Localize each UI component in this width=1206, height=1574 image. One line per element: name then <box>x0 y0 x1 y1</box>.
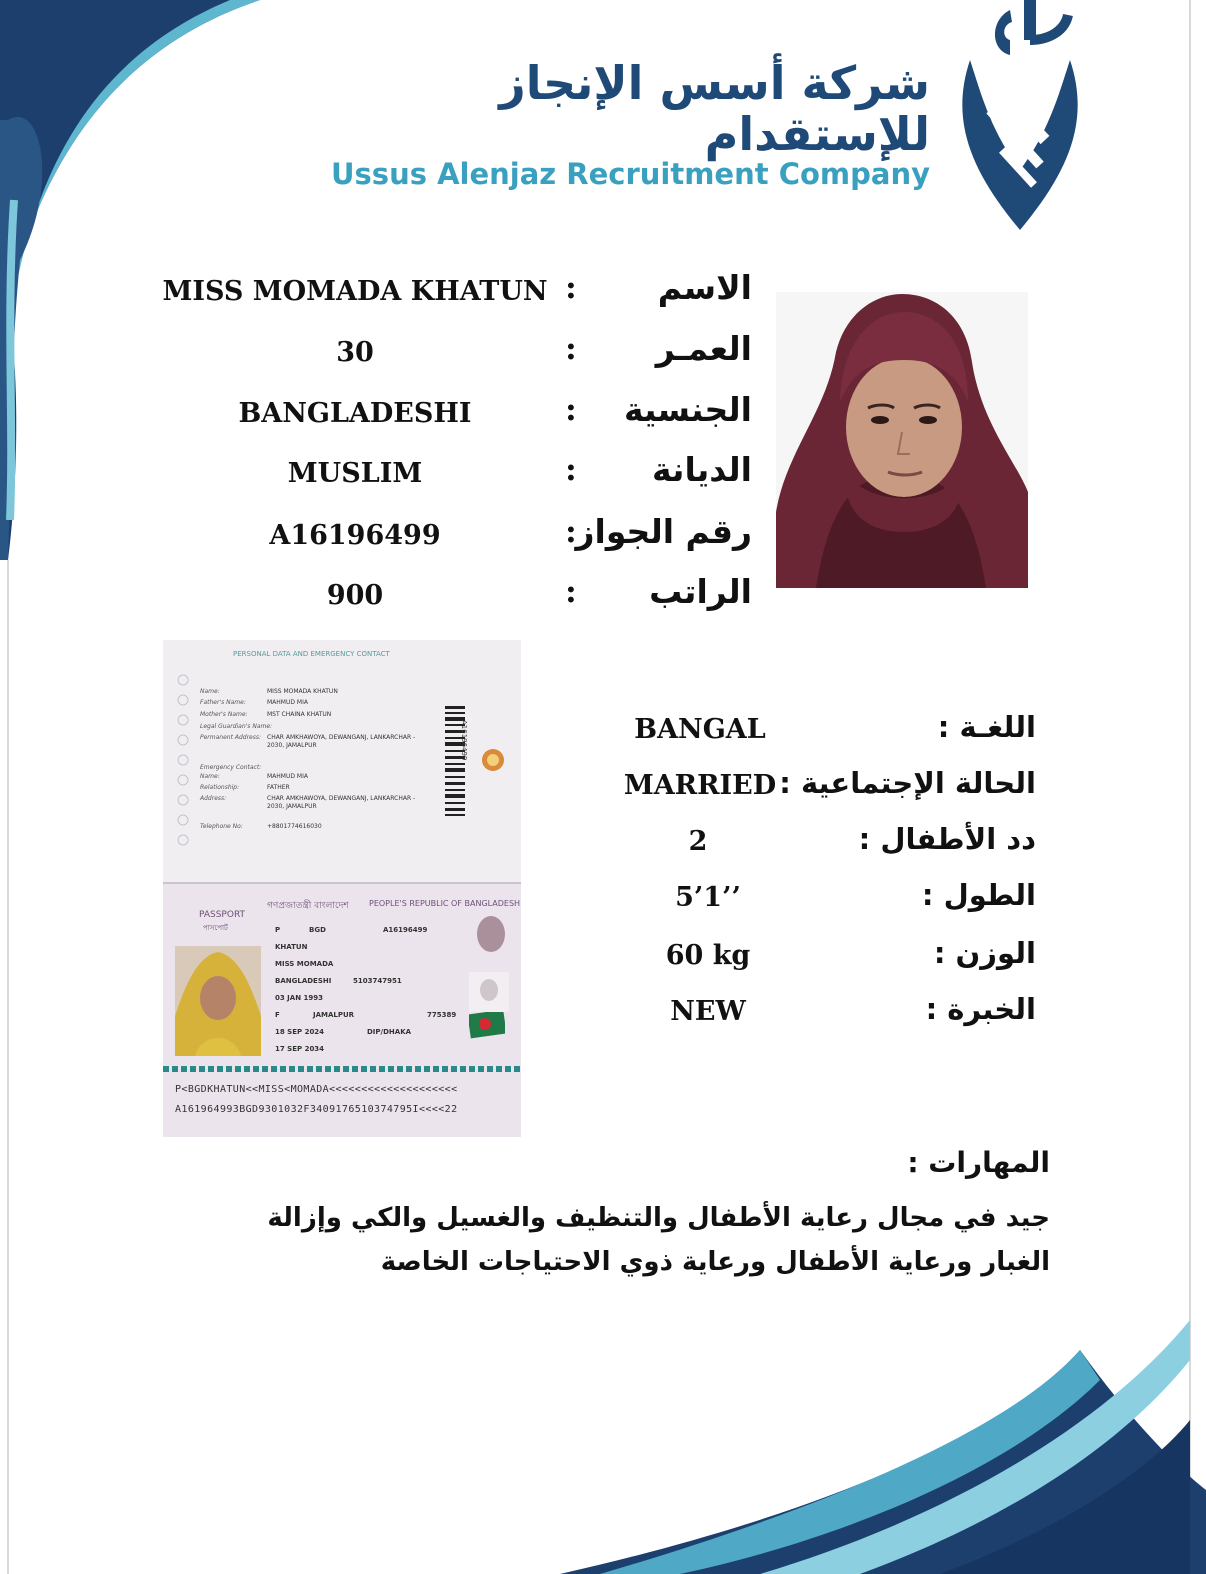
passport-field-label: Legal Guardian's Name: <box>200 723 273 730</box>
company-header <box>330 58 930 192</box>
passport-number-value: A16196499 <box>269 520 441 551</box>
company-name-english: Ussus Alenjaz Recruitment Company <box>331 157 930 192</box>
detail-row-marital-status <box>610 760 1040 816</box>
separator: : <box>565 268 577 306</box>
passport-given-name: MISS MOMADA <box>275 960 334 968</box>
candidate-photo <box>776 292 1028 588</box>
passport-sex: F <box>275 1011 280 1019</box>
name-value: MISS MOMADA KHATUN <box>162 276 548 307</box>
height-value: 5’1’’ <box>675 882 741 913</box>
passport-field-value: MST CHAINA KHATUN <box>267 711 332 718</box>
salary-value: 900 <box>326 580 384 611</box>
passport-mrz-line-2: A161964993BGD9301032F3409176510374795I<<<<22 <box>175 1104 458 1115</box>
passport-surname: KHATUN <box>275 943 308 951</box>
height-label: الطول : <box>921 878 1036 912</box>
experience-value: NEW <box>670 996 746 1027</box>
hologram-icon <box>473 914 509 954</box>
religion-label: الديانة <box>652 450 752 489</box>
passport-holder-photo <box>175 946 261 1056</box>
passport-previous-number: 775389 <box>427 1011 457 1019</box>
passport-field-value: CHAR AMKHAWOYA, DEWANGANJ, LANKARCHAR - 2030, JAMALPUR <box>267 734 416 749</box>
separator: : <box>565 512 577 550</box>
name-label: الاسم <box>657 268 752 307</box>
separator: : <box>565 450 577 488</box>
detail-row-weight <box>610 930 1040 986</box>
nationality-value: BANGLADESHI <box>238 398 472 429</box>
info-row-salary <box>160 570 760 628</box>
passport-mrz-line-1: P<BGDKHATUN<<MISS<MOMADA<<<<<<<<<<<<<<<<<<<< <box>175 1084 458 1095</box>
experience-label: الخبرة : <box>925 992 1036 1026</box>
bangladesh-flag-icon <box>469 1012 505 1040</box>
separator: : <box>565 390 577 428</box>
passport-field-value: +8801774616030 <box>267 823 322 830</box>
passport-field-label: Address: <box>200 795 227 802</box>
skills-text: جيد في مجال رعاية الأطفال والتنظيف والغسيل والكي وإزالة الغبار ورعاية الأطفال ورعاية ذوي الاحتياجات الخاصة <box>267 1203 1050 1277</box>
language-value: BANGAL <box>634 714 766 745</box>
detail-row-language <box>610 704 1040 760</box>
detail-row-experience <box>610 986 1040 1042</box>
marital-status-label: الحالة الإجتماعية : <box>779 766 1036 800</box>
passport-field-value: CHAR AMKHAWOYA, DEWANGANJ, LANKARCHAR - 2030, JAMALPUR <box>267 795 416 810</box>
passport-field-label: Name: <box>200 688 220 695</box>
age-label: العمـر <box>655 329 752 368</box>
separator: : <box>565 329 577 367</box>
info-row-nationality <box>160 388 760 446</box>
info-row-passport-number <box>160 510 760 568</box>
barcode-text: A16196499 <box>460 720 468 761</box>
marital-status-value: MARRIED <box>623 770 777 801</box>
weight-value: 60 kg <box>665 940 751 971</box>
passport-doc-label-bn: পাসপোর্ট <box>203 924 228 932</box>
passport-field-label: Name: <box>200 773 220 780</box>
passport-number-label: رقم الجواز <box>575 512 752 551</box>
passport-field-label: Emergency Contact: <box>200 764 262 771</box>
language-label: اللغـة : <box>937 710 1036 744</box>
age-value: 30 <box>336 337 374 368</box>
passport-personal-data-page <box>163 640 521 884</box>
info-row-name <box>160 266 760 324</box>
nationality-label: الجنسية <box>623 390 752 429</box>
passport-number: A16196499 <box>383 926 428 934</box>
passport-field-label: Father's Name: <box>200 699 246 706</box>
passport-dob: 03 JAN 1993 <box>275 994 323 1002</box>
passport-field-label: Telephone No: <box>200 823 243 830</box>
weight-label: الوزن : <box>933 936 1036 970</box>
passport-expiry-date: 17 SEP 2034 <box>275 1045 325 1053</box>
passport-personal-number: 5103747951 <box>353 977 402 985</box>
passport-field-label: Permanent Address: <box>200 734 262 741</box>
passport-field-value: MISS MOMADA KHATUN <box>267 688 338 695</box>
children-value: 2 <box>688 826 708 857</box>
passport-field-value: FATHER <box>267 784 290 791</box>
emblem-icon <box>481 748 505 772</box>
ghost-photo-icon <box>469 972 509 1012</box>
passport-field-label: Mother's Name: <box>200 711 248 718</box>
passport-type: P <box>275 926 281 934</box>
religion-value: MUSLIM <box>287 458 423 489</box>
perforation-decoration-icon <box>171 670 195 870</box>
passport-doc-label: PASSPORT <box>199 910 246 920</box>
passport-top-heading: PERSONAL DATA AND EMERGENCY CONTACT <box>233 650 390 658</box>
passport-scan <box>163 640 521 1137</box>
passport-header-bn: গণপ্রজাতন্ত্রী বাংলাদেশ <box>267 901 349 911</box>
passport-field-value: MAHMUD MIA <box>267 699 308 706</box>
passport-place-of-birth: JAMALPUR <box>313 1011 355 1019</box>
passport-security-strip <box>163 1066 521 1072</box>
passport-issue-date: 18 SEP 2024 <box>275 1028 325 1036</box>
passport-nationality: BANGLADESHI <box>275 977 332 985</box>
info-row-religion <box>160 448 760 506</box>
children-label: دد الأطفال : <box>858 822 1036 856</box>
passport-field-label: Relationship: <box>200 784 240 791</box>
salary-label: الراتب <box>649 572 752 611</box>
info-row-age <box>160 327 760 385</box>
passport-photo-page <box>163 884 521 1137</box>
skills-title: المهارات : <box>907 1146 1050 1179</box>
company-name-arabic: شركة أسس الإنجاز للإستقدام <box>499 56 930 161</box>
passport-header-en: PEOPLE'S REPUBLIC OF BANGLADESH <box>369 899 521 908</box>
separator: : <box>565 572 577 610</box>
detail-row-height <box>610 872 1040 928</box>
detail-row-children <box>610 816 1040 872</box>
passport-country-code: BGD <box>309 926 326 934</box>
passport-authority: DIP/DHAKA <box>367 1028 412 1036</box>
passport-field-value: MAHMUD MIA <box>267 773 308 780</box>
company-logo-icon <box>950 0 1090 240</box>
